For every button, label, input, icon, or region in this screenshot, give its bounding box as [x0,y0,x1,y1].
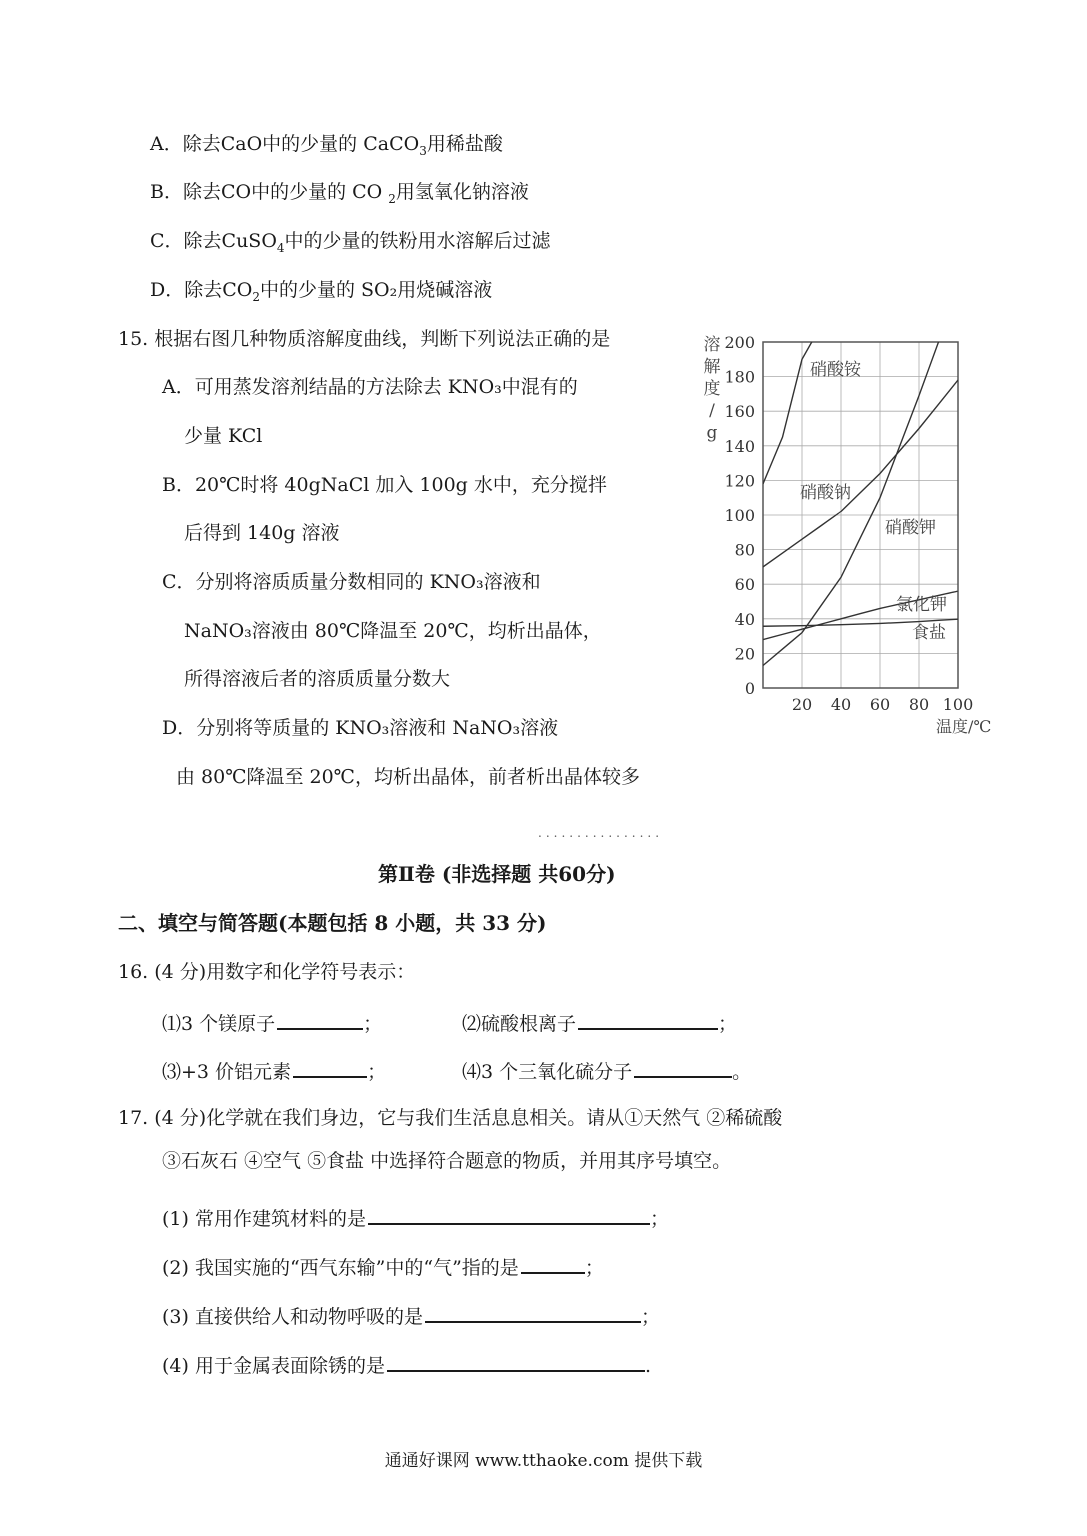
answer-blank[interactable] [521,1252,585,1274]
q16-item-3: ⑶+3 价铝元素 ； [162,1056,386,1085]
q15-option-c-line3: 所得溶液后者的溶质质量分数大 [184,668,451,690]
y-tick-label: 40 [734,609,755,629]
y-axis-label-char: 溶 [703,335,721,355]
y-tick-label: 180 [724,367,755,387]
q17-stem-line1: 17. (4 分)化学就在我们身边，它与我们生活息息相关。请从①天然气 ②稀硫酸 [118,1107,783,1129]
q15-option-a-line2: 少量 KCl [184,425,263,447]
answer-blank[interactable] [578,1008,718,1030]
q16-item-4: ⑷3 个三氧化硫分子 。 [462,1056,751,1085]
q15-option-c-line1: C．分别将溶质质量分数相同的 KNO₃溶液和 [162,571,541,593]
chart-series [763,330,958,666]
q17-item-1: (1) 常用作建筑材料的是 ； [162,1203,669,1232]
series-label: 硝酸钾 [885,518,936,538]
y-axis-label-char: 解 [703,357,721,377]
y-axis-label-char: / [709,401,715,421]
q15-option-a-line1: A．可用蒸发溶剂结晶的方法除去 KNO₃中混有的 [162,376,578,398]
series-label: 食盐 [912,623,946,643]
q14-option-a: A．除去CaO中的少量的 CaCO$_3$用稀盐酸 [150,133,503,158]
answer-blank[interactable] [293,1056,367,1078]
answer-blank[interactable] [368,1203,650,1225]
section-heading: 二、填空与简答题(本题包括 8 小题，共 33 分) [118,911,547,935]
q16-item-1: ⑴3 个镁原子 ； [162,1008,382,1037]
y-tick-label: 140 [724,436,755,456]
x-tick-label: 20 [791,695,813,714]
q15-option-b-line2: 后得到 140g 溶液 [184,522,340,544]
y-tick-label: 100 [724,506,755,525]
answer-blank[interactable] [634,1056,732,1078]
y-axis-label-char: 度 [703,379,721,399]
x-tick-label: 100 [942,695,974,714]
answer-blank[interactable] [277,1008,363,1030]
q17-item-2: (2) 我国实施的“西气东输”中的“气”指的是 ； [162,1252,604,1281]
q15-option-b-line1: B．20℃时将 40gNaCl 加入 100g 水中，充分搅拌 [162,474,607,496]
y-axis-label-char: g [706,423,718,443]
dotted-separator: ................ [538,826,664,840]
y-tick-label: 160 [724,402,755,422]
volume-title: 第Ⅱ卷 (非选择题 共60分) [378,862,616,886]
y-tick-label: 60 [734,575,755,595]
q15-option-c-line2: NaNO₃溶液由 80℃降温至 20℃，均析出晶体， [184,620,602,642]
q14-option-c: C．除去CuSO$_4$中的少量的铁粉用水溶解后过滤 [150,230,551,255]
series-label: 氯化钾 [896,595,947,615]
y-axis-label [704,335,721,443]
x-tick-label: 40 [830,695,852,714]
q15-option-d-line1: D．分别将等质量的 KNO₃溶液和 NaNO₃溶液 [162,717,559,739]
x-tick-label: 60 [869,695,891,714]
footer-credit: 通通好课网 www.tthaoke.com 提供下载 [384,1451,703,1471]
y-tick-label: 80 [734,540,755,560]
series-line [763,342,939,666]
q14-option-d: D．除去$CO_2$中的少量的 SO₂用烧碱溶液 [150,279,493,304]
q17-stem-line2: ③石灰石 ④空气 ⑤食盐 中选择符合题意的物质，并用其序号填空。 [162,1150,732,1172]
q16-item-2: ⑵硫酸根离子 ； [462,1008,737,1037]
q17-item-4: (4) 用于金属表面除锈的是 . [162,1350,651,1379]
q15-stem: 15. 根据右图几种物质溶解度曲线，判断下列说法正确的是 [118,328,611,350]
series-label: 硝酸铵 [810,360,861,380]
q15-option-d-line2: 由 80℃降温至 20℃，均析出晶体，前者析出晶体较多 [176,766,640,788]
y-tick-label: 120 [724,471,755,491]
y-tick-label: 200 [724,333,755,352]
series-label: 硝酸钠 [800,483,851,503]
y-tick-label: 20 [734,644,755,664]
q14-option-b: B．除去CO中的少量的 CO $_2$用氢氧化钠溶液 [150,181,529,206]
q16-stem: 16. (4 分)用数字和化学符号表示： [118,961,416,983]
series-line [763,330,822,484]
answer-blank[interactable] [425,1301,641,1323]
x-tick-label: 80 [908,695,930,714]
q17-item-3: (3) 直接供给人和动物呼吸的是 ； [162,1301,660,1330]
solubility-chart [700,330,1020,750]
y-tick-label: 0 [744,679,755,698]
answer-blank[interactable] [387,1350,645,1372]
chart-series-labels [800,360,947,643]
x-axis-label: 温度/℃ [936,717,992,736]
